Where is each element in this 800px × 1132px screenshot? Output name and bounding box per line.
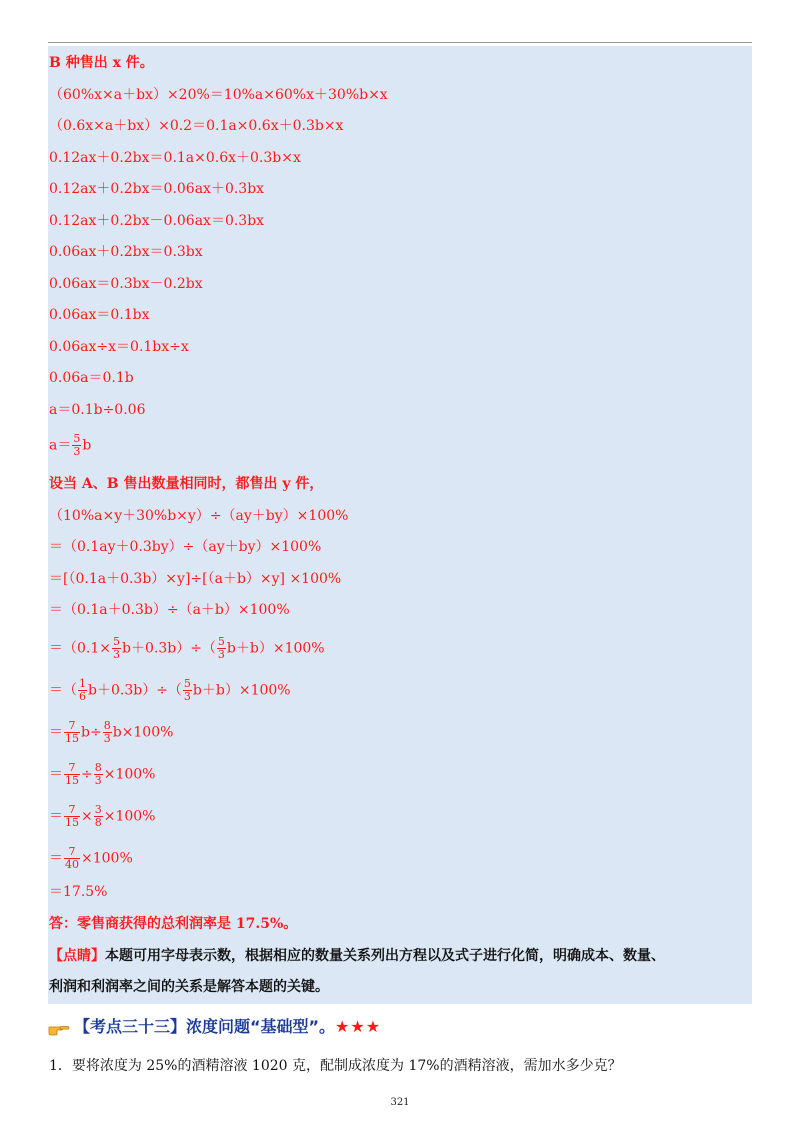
expr-text: ＝（ (49, 682, 77, 699)
solution-line: 0.12ax＋0.2bx＝0.1a×0.6x＋0.3b×x (49, 150, 301, 166)
fraction (72, 433, 81, 458)
expr-text: × (81, 808, 93, 825)
header-rule (48, 42, 752, 43)
solution-line: （60%x×a＋bx）×20%＝10%a×60%x＋30%b×x (49, 87, 388, 103)
numerator: 5 (183, 677, 191, 690)
fraction (64, 720, 80, 745)
fraction (94, 762, 103, 787)
fraction (103, 720, 112, 745)
fraction (78, 678, 87, 703)
solution-line-fraction (49, 433, 91, 458)
solution-line: 0.12ax＋0.2bx－0.06ax＝0.3bx (49, 213, 265, 229)
numerator: 3 (94, 803, 102, 816)
expr-text: b＋b）×100% (226, 640, 325, 657)
expr-text: b＋0.3b）÷（ (122, 640, 216, 657)
expr-text: b＋b）×100% (192, 682, 291, 699)
expr-text: ÷ (81, 766, 93, 783)
expr-text: ＝ (49, 850, 63, 867)
denominator: 3 (217, 648, 225, 661)
tip-label: 【点睛】 (49, 948, 105, 964)
denominator: 15 (65, 816, 79, 829)
tip-line-2: 利润和利润率之间的关系是解答本题的关键。 (49, 979, 329, 995)
answer-line: 答：零售商获得的总利润率是 17.5%。 (49, 916, 298, 932)
solution-line: （10%a×y＋30%b×y）÷（ay＋by）×100% (49, 508, 349, 524)
expr-text: b×100% (112, 724, 174, 741)
solution-line: 设当 A、B 售出数量相同时，都售出 y 件， (49, 476, 324, 492)
denominator: 8 (94, 816, 102, 829)
expr-text: ＝（0.1× (49, 640, 111, 657)
numerator: 8 (94, 761, 102, 774)
solution-line: ＝[（0.1a＋0.3b）×y]÷[（a＋b）×y] ×100% (49, 571, 342, 587)
numerator: 1 (79, 677, 86, 690)
solution-line: 0.12ax＋0.2bx＝0.06ax＋0.3bx (49, 181, 265, 197)
question-text: 1．要将浓度为 25%的酒精溶液 1020 克，配制成浓度为 17%的酒精溶液，需加水多少克？ (49, 1058, 622, 1074)
solution-line-fraction (49, 804, 156, 829)
denominator: 3 (183, 690, 191, 703)
solution-line: a＝0.1b÷0.06 (49, 402, 146, 418)
solution-line-fraction (49, 720, 173, 745)
fraction (64, 804, 80, 829)
solution-line: B 种售出 x 件。 (49, 55, 154, 71)
fraction (183, 678, 192, 703)
numerator: 8 (103, 719, 111, 732)
denominator: 3 (103, 732, 111, 745)
tip-line-1 (49, 946, 665, 966)
solution-line: 0.06ax＋0.2bx＝0.3bx (49, 244, 203, 260)
expr-text: ＝ (49, 724, 63, 741)
solution-line: 0.06ax＝0.3bx－0.2bx (49, 276, 203, 292)
solution-line: ＝17.5% (49, 884, 108, 900)
expr-text: ＝ (49, 766, 63, 783)
denominator: 3 (73, 445, 81, 458)
solution-line-fraction (49, 846, 133, 871)
fraction (94, 804, 103, 829)
numerator: 5 (217, 635, 225, 648)
expr-text: a＝ (49, 437, 72, 454)
expr-text: b＋0.3b）÷（ (88, 682, 182, 699)
difficulty-stars: ★★★ (335, 1017, 382, 1036)
tip-text: 本题可用字母表示数，根据相应的数量关系列出方程以及式子进行化简，明确成本、数量、 (105, 948, 665, 964)
section-title: 【考点三十三】浓度问题“基础型”。 (74, 1017, 336, 1036)
expr-text: ×100% (81, 850, 133, 867)
numerator: 5 (113, 635, 120, 648)
denominator: 15 (65, 774, 79, 787)
numerator: 7 (68, 719, 76, 732)
page-number: 321 (390, 1097, 410, 1108)
solution-line: ＝（0.1ay＋0.3by）÷（ay＋by）×100% (49, 539, 322, 555)
denominator: 3 (113, 648, 120, 661)
solution-line: 0.06ax＝0.1bx (49, 307, 150, 323)
expr-text: ×100% (103, 808, 156, 825)
section-heading (48, 1014, 381, 1037)
solution-line-fraction (49, 636, 325, 661)
solution-line: （0.6x×a＋bx）×0.2＝0.1a×0.6x＋0.3b×x (49, 118, 344, 134)
numerator: 7 (68, 845, 76, 858)
numerator: 7 (68, 761, 76, 774)
expr-text: ＝ (49, 808, 63, 825)
pointing-hand-icon (48, 1021, 70, 1035)
denominator: 6 (79, 690, 86, 703)
solution-line: 0.06a＝0.1b (49, 370, 134, 386)
denominator: 3 (94, 774, 102, 787)
fraction (64, 762, 80, 787)
numerator: 7 (68, 803, 76, 816)
fraction (217, 636, 226, 661)
numerator: 5 (73, 432, 81, 445)
solution-line-fraction (49, 762, 156, 787)
fraction (112, 636, 121, 661)
expr-text: b÷ (81, 724, 102, 741)
denominator: 15 (65, 732, 79, 745)
expr-text: b (82, 437, 92, 454)
solution-line: 0.06ax÷x＝0.1bx÷x (49, 339, 189, 355)
solution-line-fraction (49, 678, 291, 703)
denominator: 40 (65, 858, 79, 871)
solution-line: ＝（0.1a＋0.3b）÷（a＋b）×100% (49, 602, 290, 618)
fraction (64, 846, 80, 871)
expr-text: ×100% (103, 766, 156, 783)
